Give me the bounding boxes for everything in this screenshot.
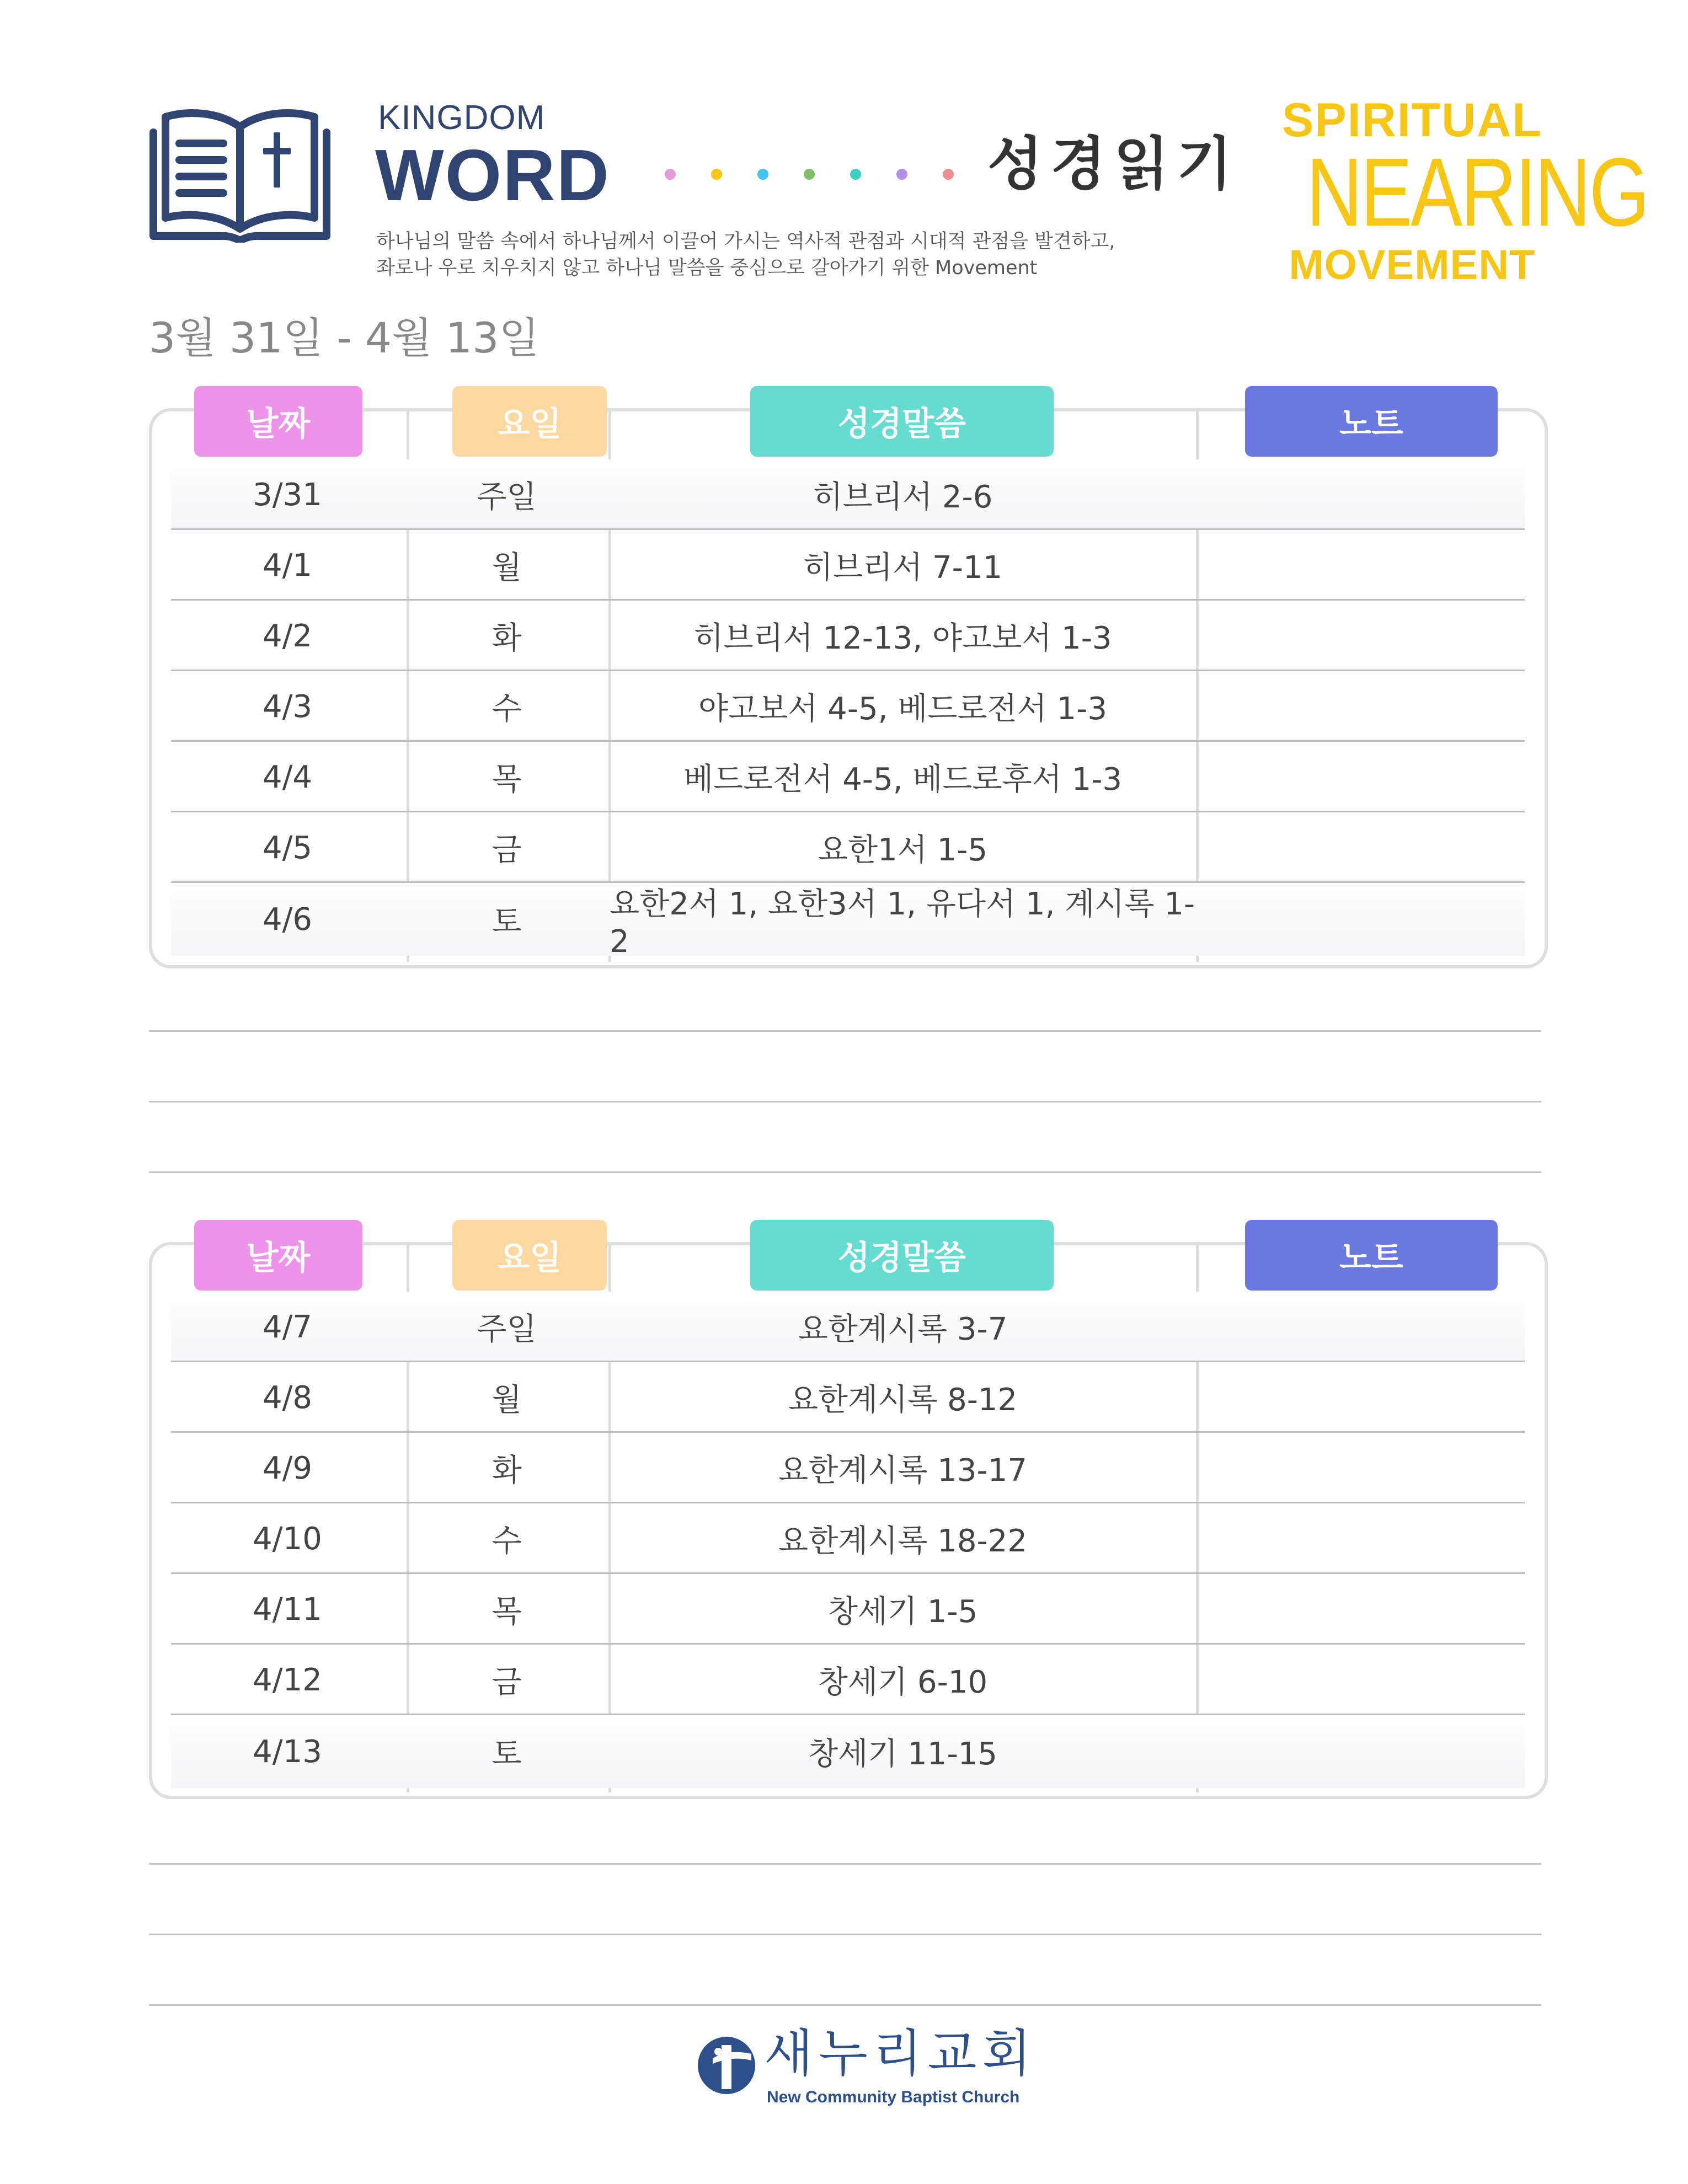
date-cell: 4/11 <box>253 1591 322 1628</box>
reading-title: 성경읽기 <box>987 130 1240 197</box>
note-cell[interactable] <box>1198 671 1525 742</box>
scripture-cell: 요한계시록 3-7 <box>798 1312 1008 1347</box>
movement-line-2: NEARING <box>1306 138 1648 247</box>
scripture-cell: 요한1서 1-5 <box>818 832 988 868</box>
date-cell: 4/10 <box>253 1521 322 1557</box>
date-cell: 4/9 <box>262 1450 313 1486</box>
note-cell[interactable] <box>1198 1362 1525 1433</box>
day-cell: 토 <box>492 904 522 940</box>
description-line: 하나님의 말씀 속에서 하나님께서 이끌어 가시는 역사적 관점과 시대적 관점을 발견하고, <box>376 231 1115 253</box>
scripture-cell: 요한2서 1, 요한3서 1, 유다서 1, 계시록 1-2 <box>610 886 1195 960</box>
header-day: 요일 <box>452 386 607 457</box>
table-row <box>171 671 1525 742</box>
table-row <box>171 1292 1525 1362</box>
date-cell: 4/12 <box>253 1662 322 1698</box>
scripture-cell: 히브리서 7-11 <box>803 550 1003 586</box>
date-cell: 4/3 <box>262 688 313 725</box>
day-cell: 목 <box>492 762 522 797</box>
note-cell[interactable] <box>1198 1433 1525 1503</box>
scripture-cell: 히브리서 12-13, 야고보서 1-3 <box>693 620 1112 656</box>
note-cell[interactable] <box>1198 1715 1525 1788</box>
note-cell[interactable] <box>1198 812 1525 883</box>
date-cell: 4/5 <box>262 829 313 866</box>
note-cell[interactable] <box>1198 1645 1525 1715</box>
day-cell: 월 <box>492 1382 522 1418</box>
day-cell: 화 <box>492 620 522 656</box>
movement-line-3: MOVEMENT <box>1289 242 1536 288</box>
header-note: 노트 <box>1245 1220 1498 1291</box>
dot <box>757 169 768 180</box>
table-row <box>171 1574 1525 1645</box>
scripture-cell: 베드로전서 4-5, 베드로후서 1-3 <box>683 762 1123 797</box>
note-cell[interactable] <box>1198 742 1525 812</box>
dot <box>665 169 676 180</box>
day-cell: 주일 <box>477 479 537 515</box>
note-cell[interactable] <box>1198 601 1525 671</box>
header-scripture: 성경말씀 <box>750 1220 1054 1291</box>
table-row <box>171 1433 1525 1503</box>
brand-word-text: WORD <box>375 135 610 216</box>
table-row <box>171 459 1525 530</box>
scripture-cell: 요한계시록 13-17 <box>778 1453 1027 1489</box>
open-bible-icon <box>149 105 331 243</box>
table-row <box>171 1645 1525 1715</box>
description <box>376 228 1115 281</box>
day-cell: 토 <box>492 1736 522 1772</box>
description-line: 좌로나 우로 치우치지 않고 하나님 말씀을 중심으로 갈아가기 위한 Movement <box>376 257 1038 279</box>
day-cell: 화 <box>492 1453 522 1489</box>
scripture-cell: 창세기 11-15 <box>808 1736 997 1772</box>
note-cell[interactable] <box>1198 1574 1525 1645</box>
note-line <box>149 1934 1541 1935</box>
date-cell: 4/7 <box>262 1309 313 1345</box>
brand-kingdom-text: KINGDOM <box>378 99 546 137</box>
dot <box>943 169 954 180</box>
scripture-cell: 창세기 6-10 <box>818 1664 988 1700</box>
note-cell[interactable] <box>1198 459 1525 530</box>
dot <box>896 169 907 180</box>
date-cell: 3/31 <box>253 477 322 513</box>
note-cell[interactable] <box>1198 883 1525 956</box>
scripture-cell: 요한계시록 18-22 <box>778 1523 1027 1559</box>
dot <box>711 169 722 180</box>
note-line <box>149 1863 1541 1865</box>
table-row <box>171 1362 1525 1433</box>
header-date: 날짜 <box>194 1220 362 1291</box>
date-cell: 4/6 <box>262 901 313 938</box>
day-cell: 금 <box>492 832 522 868</box>
header-scripture: 성경말씀 <box>750 386 1054 457</box>
scripture-cell: 요한계시록 8-12 <box>788 1382 1018 1418</box>
date-cell: 4/2 <box>262 618 313 654</box>
scripture-cell: 창세기 1-5 <box>827 1594 978 1630</box>
dot <box>804 169 815 180</box>
table-row <box>171 883 1525 960</box>
note-cell[interactable] <box>1198 1292 1525 1362</box>
day-cell: 월 <box>492 550 522 586</box>
scripture-cell: 야고보서 4-5, 베드로전서 1-3 <box>698 691 1107 727</box>
note-cell[interactable] <box>1198 1503 1525 1574</box>
note-line <box>149 1171 1541 1173</box>
date-cell: 4/8 <box>262 1379 313 1416</box>
date-cell: 4/13 <box>253 1733 322 1770</box>
header-note: 노트 <box>1245 386 1498 457</box>
date-cell: 4/4 <box>262 759 313 795</box>
day-cell: 수 <box>492 691 522 727</box>
day-cell: 수 <box>492 1523 522 1559</box>
church-name-english: New Community Baptist Church <box>767 2088 1020 2106</box>
note-line <box>149 2004 1541 2006</box>
church-logo-icon <box>696 2035 757 2096</box>
day-cell: 목 <box>492 1594 522 1630</box>
header-day: 요일 <box>452 1220 607 1291</box>
day-cell: 주일 <box>477 1312 537 1347</box>
note-line <box>149 1101 1541 1102</box>
table-row <box>171 601 1525 671</box>
table-row <box>171 812 1525 883</box>
table-row <box>171 742 1525 812</box>
movement-line-1: SPIRITUAL <box>1282 94 1542 147</box>
day-cell: 금 <box>492 1664 522 1700</box>
note-cell[interactable] <box>1198 530 1525 601</box>
header-date: 날짜 <box>194 386 362 457</box>
date-range: 3월 31일 - 4월 13일 <box>149 313 539 362</box>
scripture-cell: 히브리서 2-6 <box>813 479 993 515</box>
table-row <box>171 1503 1525 1574</box>
dot <box>850 169 861 180</box>
table-row <box>171 530 1525 601</box>
church-name-korean: 새누리교회 <box>764 2024 1037 2083</box>
spiritual-nearing-movement-logo <box>1280 94 1648 288</box>
decorative-dots <box>665 169 954 180</box>
note-line <box>149 1030 1541 1032</box>
date-cell: 4/1 <box>262 547 313 584</box>
table-row <box>171 1715 1525 1788</box>
